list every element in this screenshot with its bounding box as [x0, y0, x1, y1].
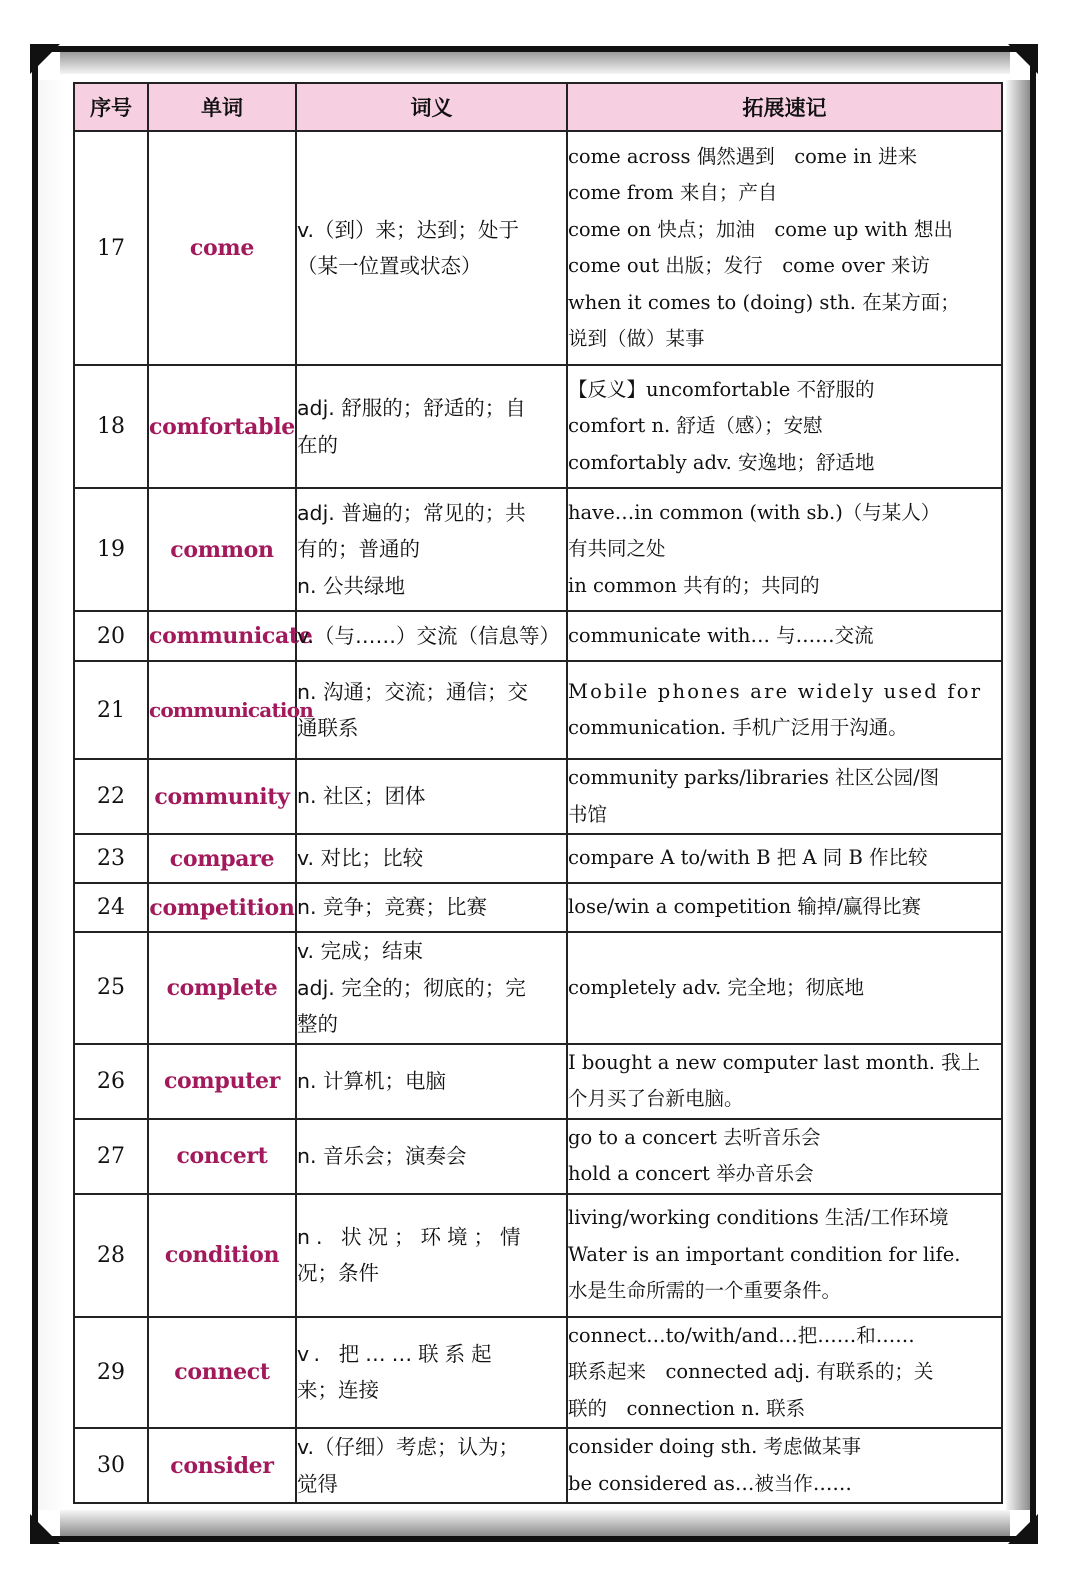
meaning-line: 觉得: [297, 1471, 338, 1496]
extension-line: hold a concert 举办音乐会: [568, 1162, 814, 1185]
row-word: come: [148, 131, 296, 365]
row-extension: [567, 661, 1002, 759]
extension-line: living/working conditions 生活/工作环境: [568, 1206, 949, 1230]
extension-line: come from 来自；产自: [568, 181, 778, 204]
table-row: [74, 932, 1002, 1044]
row-word: community: [148, 759, 296, 834]
extension-line: connect…to/with/and…把……和……: [568, 1323, 915, 1347]
row-extension: [567, 1317, 1002, 1429]
row-meaning: [296, 611, 567, 661]
table-row: [74, 488, 1002, 611]
extension-line: compare A to/with B 把 A 同 B 作比较: [568, 846, 928, 870]
frame-shadow-left: [38, 80, 66, 1510]
extension-line: communication. 手机广泛用于沟通。: [568, 716, 908, 739]
meaning-line: 在的: [297, 432, 338, 457]
frame-shadow-bottom: [60, 1510, 1010, 1536]
row-extension: [567, 1194, 1002, 1317]
row-word: competition: [148, 883, 296, 932]
extension-line: come out 出版；发行 come over 来访: [568, 254, 930, 277]
row-num: 18: [74, 365, 148, 488]
row-extension: [567, 488, 1002, 611]
row-meaning: [296, 131, 567, 365]
row-num: 24: [74, 883, 148, 932]
row-meaning: [296, 1428, 567, 1503]
table-row: [74, 131, 1002, 365]
table-row: [74, 834, 1002, 883]
meaning-line: v.（仔细）考虑；认为；: [297, 1435, 520, 1459]
extension-line: 说到（做）某事: [568, 327, 705, 350]
table-row: [74, 1194, 1002, 1317]
extension-line: go to a concert 去听音乐会: [568, 1125, 821, 1149]
row-num: 27: [74, 1119, 148, 1194]
row-num: 22: [74, 759, 148, 834]
row-word: concert: [148, 1119, 296, 1194]
row-meaning: [296, 1194, 567, 1317]
row-extension: [567, 883, 1002, 932]
extension-line: completely adv. 完全地；彻底地: [568, 975, 864, 999]
row-num: 29: [74, 1317, 148, 1429]
row-num: 21: [74, 661, 148, 759]
extension-line: comfortably adv. 安逸地；舒适地: [568, 450, 875, 474]
row-meaning: [296, 365, 567, 488]
row-num: 19: [74, 488, 148, 611]
meaning-line: n. 社区；团体: [297, 784, 426, 809]
row-extension: [567, 932, 1002, 1044]
table-row: [74, 883, 1002, 932]
row-num: 17: [74, 131, 148, 365]
meaning-line: （某一位置或状态）: [297, 254, 482, 278]
extension-line: come across 偶然遇到 come in 进来: [568, 144, 918, 168]
meaning-line: v.（到）来；达到；处于: [297, 217, 520, 242]
row-word: consider: [148, 1428, 296, 1503]
extension-line: 水是生命所需的一个重要条件。: [568, 1279, 842, 1303]
frame-shadow-top: [60, 52, 1010, 74]
row-extension: [567, 1119, 1002, 1194]
row-word: connect: [148, 1317, 296, 1429]
row-extension: [567, 611, 1002, 661]
header-meaning: 词义: [296, 83, 567, 131]
row-extension: [567, 365, 1002, 488]
extension-line: I bought a new computer last month. 我上: [568, 1050, 981, 1074]
row-num: 30: [74, 1428, 148, 1503]
table-row: [74, 759, 1002, 834]
row-meaning: [296, 883, 567, 932]
extension-line: come on 快点；加油 come up with 想出: [568, 217, 954, 241]
meaning-line: n. 沟通；交流；通信；交: [297, 679, 529, 704]
extension-line: comfort n. 舒适（感）；安慰: [568, 414, 823, 438]
header-extension: 拓展速记: [567, 83, 1002, 131]
extension-line: consider doing sth. 考虑做某事: [568, 1435, 862, 1458]
extension-line: have…in common (with sb.)（与某人）: [568, 500, 941, 524]
meaning-line: 来；连接: [297, 1378, 379, 1403]
row-num: 20: [74, 611, 148, 661]
row-meaning: [296, 1044, 567, 1119]
row-meaning: [296, 661, 567, 759]
extension-line: community parks/libraries 社区公园/图: [568, 766, 940, 789]
meaning-line: v.（与……）交流（信息等）: [297, 623, 561, 648]
meaning-line: adj. 舒服的；舒适的；自: [297, 396, 526, 420]
row-meaning: [296, 932, 567, 1044]
table-row: [74, 1119, 1002, 1194]
extension-line: 联的 connection n. 联系: [568, 1396, 806, 1420]
row-word: comfortable: [148, 365, 296, 488]
row-extension: [567, 1044, 1002, 1119]
meaning-line: 有的；普通的: [297, 537, 420, 562]
table-header-row: [74, 83, 1002, 131]
extension-line: communicate with… 与……交流: [568, 623, 874, 647]
row-meaning: [296, 759, 567, 834]
extension-line: 书馆: [568, 802, 608, 826]
meaning-line: adj. 完全的；彻底的；完: [297, 975, 526, 1000]
meaning-line: 整的: [297, 1012, 338, 1036]
table-row: [74, 661, 1002, 759]
table-row: [74, 1044, 1002, 1119]
extension-line: be considered as…被当作……: [568, 1471, 852, 1495]
extension-line: 联系起来 connected adj. 有联系的；关: [568, 1360, 934, 1383]
row-extension: [567, 759, 1002, 834]
row-word: communicate: [148, 611, 296, 661]
row-meaning: [296, 1119, 567, 1194]
row-word: compare: [148, 834, 296, 883]
header-word: 单词: [148, 83, 296, 131]
table-row: [74, 611, 1002, 661]
meaning-line: n. 音乐会；演奏会: [297, 1143, 467, 1168]
meaning-line: v. 完成；结束: [297, 939, 424, 963]
extension-line: Mobile phones are widely used for: [568, 679, 983, 703]
table-row: [74, 365, 1002, 488]
row-extension: [567, 1428, 1002, 1503]
table-row: [74, 1317, 1002, 1429]
row-meaning: [296, 1317, 567, 1429]
meaning-line: n. 计算机；电脑: [297, 1068, 447, 1093]
row-extension: [567, 834, 1002, 883]
row-word: complete: [148, 932, 296, 1044]
vocabulary-table: [73, 82, 1003, 1504]
extension-line: 【反义】uncomfortable 不舒服的: [568, 377, 875, 401]
meaning-line: v. 对比；比较: [297, 846, 424, 871]
header-num: 序号: [74, 83, 148, 131]
row-meaning: [296, 834, 567, 883]
row-meaning: [296, 488, 567, 611]
extension-line: lose/win a competition 输掉/赢得比赛: [568, 895, 921, 919]
meaning-line: v. 把……联系起: [297, 1341, 498, 1366]
meaning-line: n. 公共绿地: [297, 573, 406, 598]
row-num: 26: [74, 1044, 148, 1119]
extension-line: 个月买了台新电脑。: [568, 1087, 744, 1110]
extension-line: Water is an important condition for life.: [568, 1242, 961, 1266]
row-word: common: [148, 488, 296, 611]
row-word: communication: [148, 661, 296, 759]
meaning-line: 况；条件: [297, 1261, 379, 1285]
row-word: condition: [148, 1194, 296, 1317]
meaning-line: adj. 普遍的；常见的；共: [297, 500, 526, 525]
extension-line: in common 共有的；共同的: [568, 573, 820, 597]
extension-line: 有共同之处: [568, 537, 666, 561]
row-num: 25: [74, 932, 148, 1044]
meaning-line: n. 竞争；竞赛；比赛: [297, 895, 488, 920]
extension-line: when it comes to (doing) sth. 在某方面；: [568, 290, 960, 314]
row-num: 28: [74, 1194, 148, 1317]
meaning-line: n. 状况；环境；情: [297, 1224, 527, 1249]
row-extension: [567, 131, 1002, 365]
table-row: [74, 1428, 1002, 1503]
row-word: computer: [148, 1044, 296, 1119]
frame-shadow-right: [1006, 80, 1030, 1510]
meaning-line: 通联系: [297, 716, 359, 740]
row-num: 23: [74, 834, 148, 883]
